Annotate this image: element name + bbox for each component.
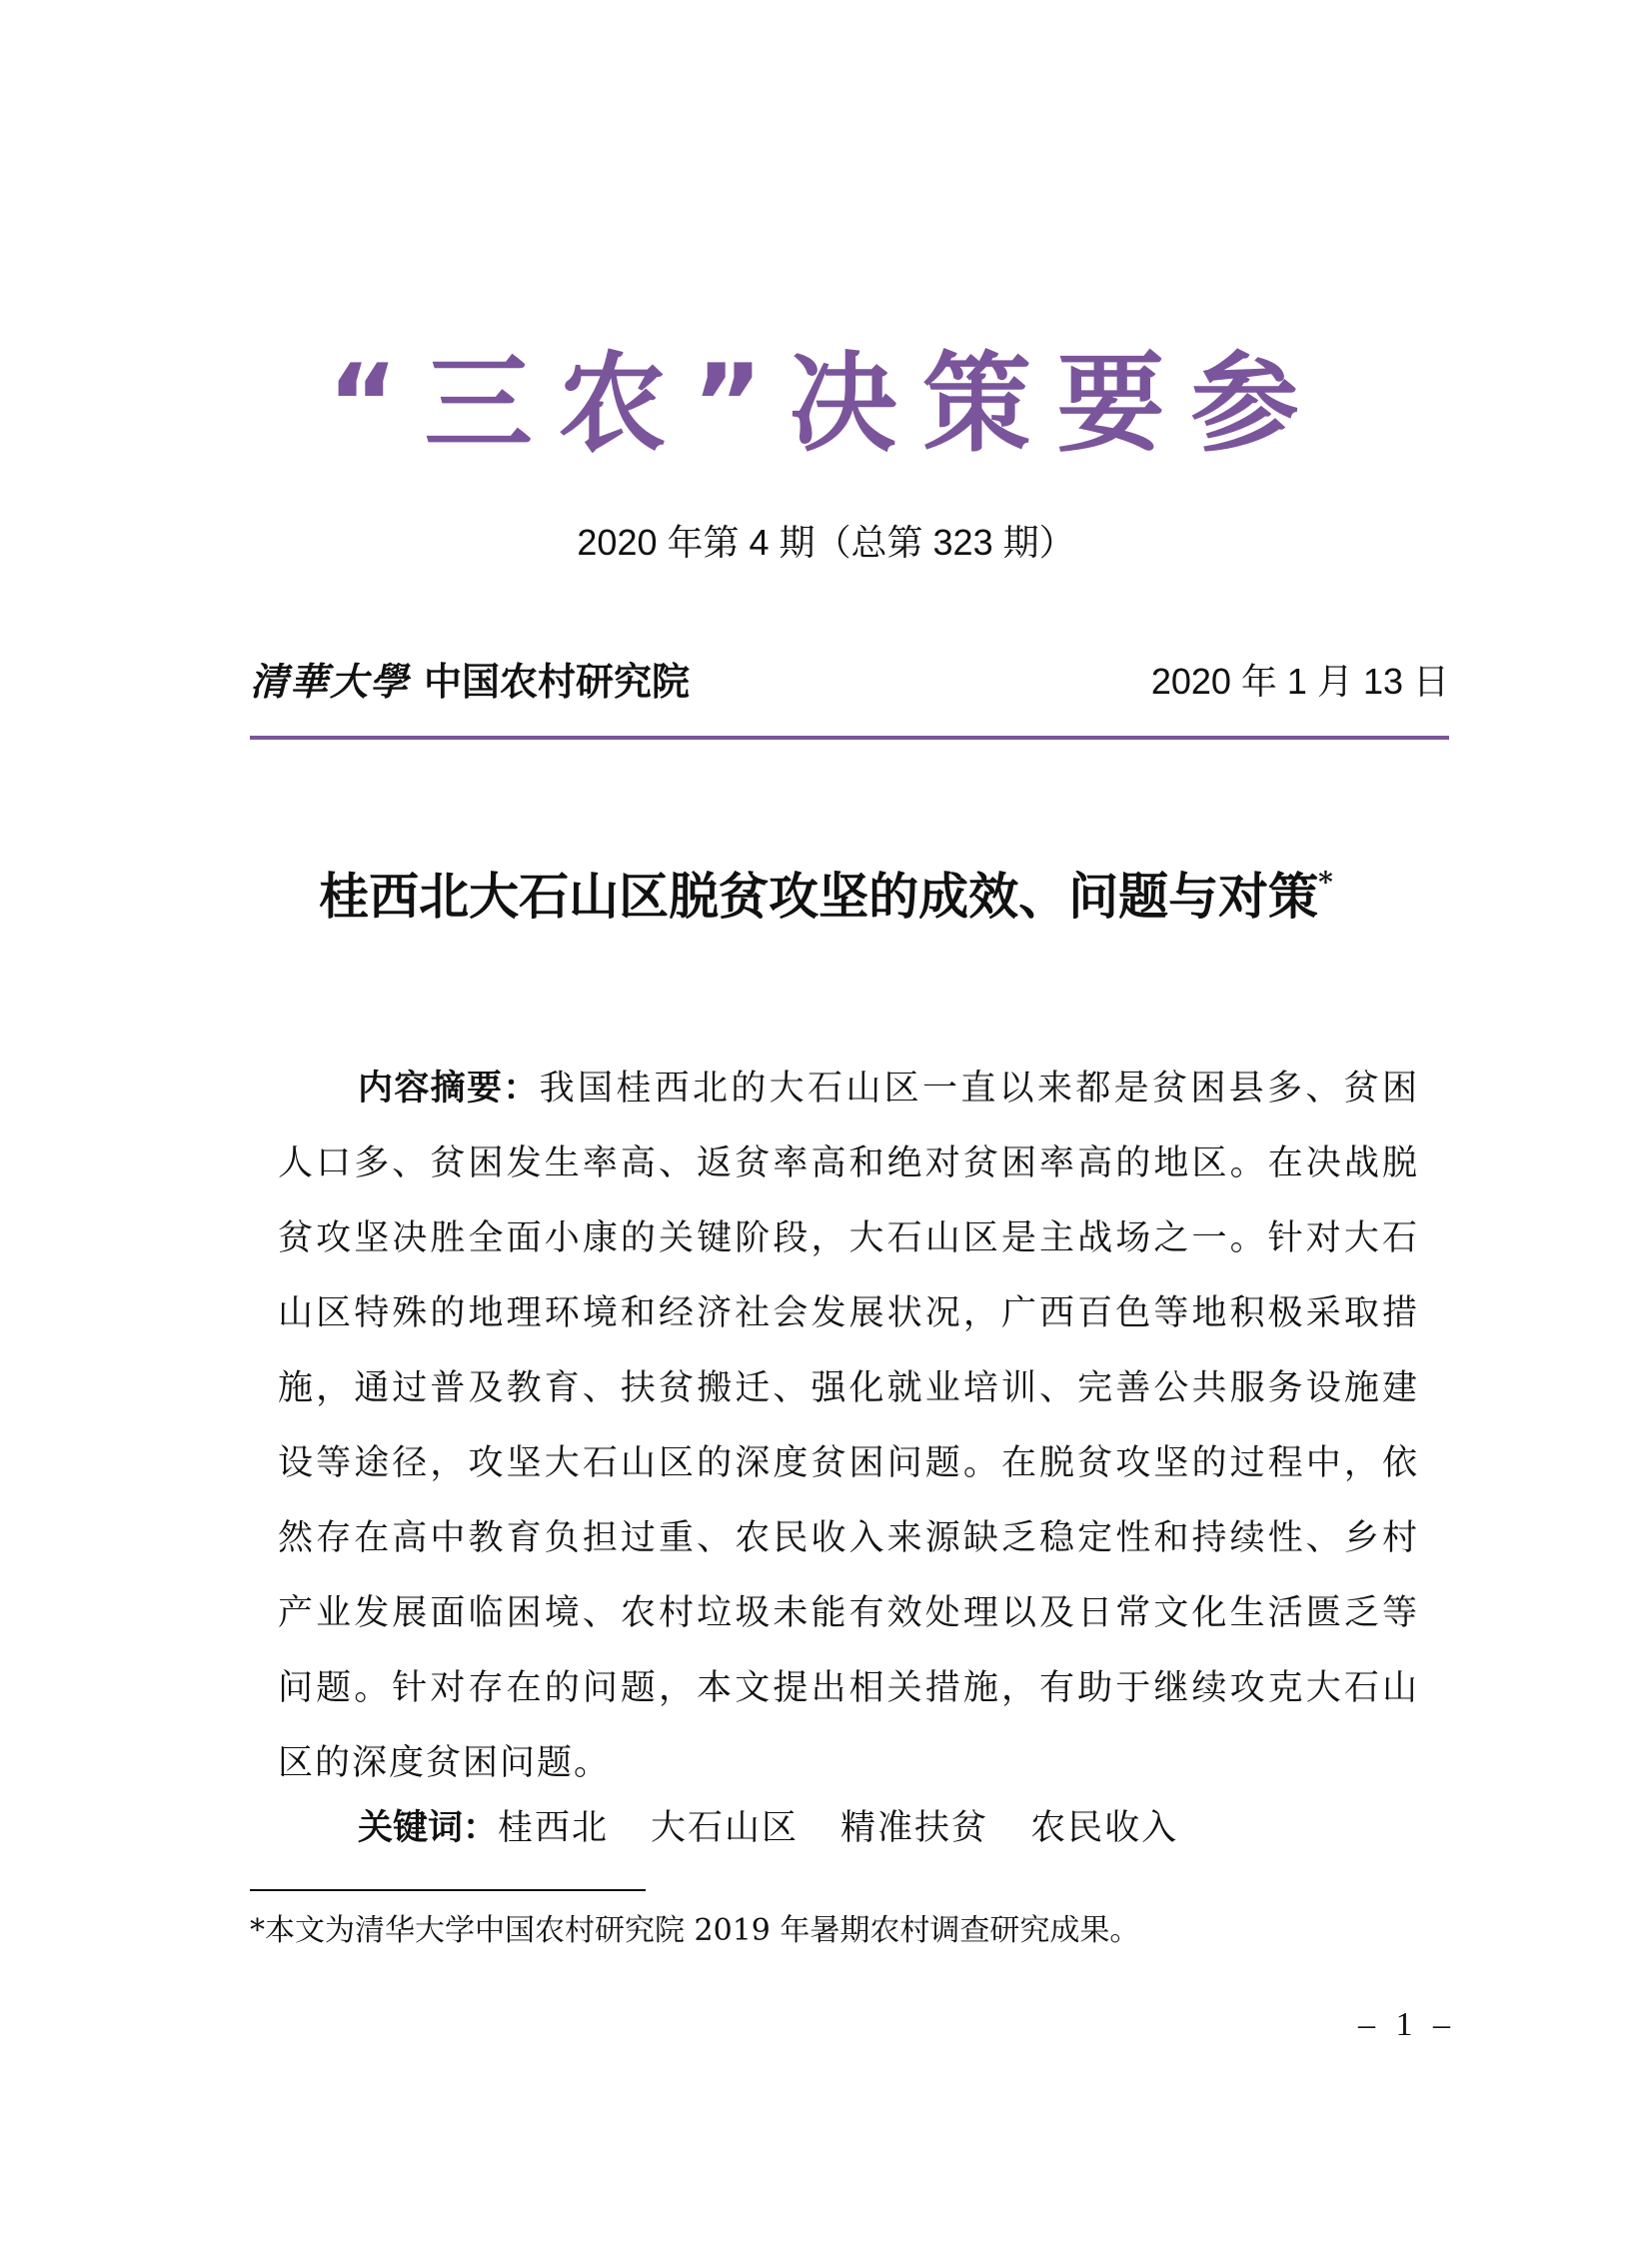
publisher-row [250, 654, 1449, 710]
keyword-item: 大石山区 [651, 1808, 800, 1848]
abstract-text: 我国桂西北的大石山区一直以来都是贫困县多、贫困人口多、贫困发生率高、返贫率高和绝对贫困率高的地区。在决战脱贫攻坚决胜全面小康的关键阶段，大石山区是主战场之一。针对大石山区特殊的地理环境和经济社会发展状况，广西百色等地积极采取措施，通过普及教育、扶贫搬迁、强化就业培训、完善公共服务设施建设等途径，攻坚大石山区的深度贫困问题。在脱贫攻坚的过程中，依然存在高中教育负担过重、农民收入来源缺乏稳定性和持续性、乡村产业发展面临困境、农村垃圾未能有效处理以及日常文化生活匮乏等问题。针对存在的问题，本文提出相关措施，有助于继续攻克大石山区的深度贫困问题。 [278, 1069, 1419, 1783]
issue-number: 2020 年第 4 期（总第 323 期） [577, 522, 1075, 563]
abstract-label: 内容摘要： [358, 1069, 540, 1109]
keyword-item: 桂西北 [498, 1808, 610, 1848]
institute-name: 中国农村研究院 [424, 659, 691, 704]
footnote-marker: * [1318, 866, 1333, 899]
footnote-text: *本文为清华大学中国农村研究院 2019 年暑期农村调查研究成果。 [250, 1913, 1140, 1948]
header-divider [250, 736, 1449, 740]
abstract-paragraph [278, 1052, 1419, 1801]
publication-date: 2020 年 1 月 13 日 [1150, 661, 1449, 702]
keywords-line [358, 1791, 1419, 1866]
article-title [0, 862, 1652, 932]
article-title-text: 桂西北大石山区脱贫攻坚的成效、问题与对策 [319, 867, 1319, 926]
page-number: – 1 – [1358, 2006, 1456, 2043]
masthead-title: “三农”决策要参 [327, 342, 1325, 467]
footnote-divider [250, 1889, 646, 1891]
keyword-item: 精准扶贫 [840, 1808, 989, 1848]
university-logotype: 清華大學 [250, 659, 411, 704]
keyword-item: 农民收入 [1030, 1808, 1179, 1848]
keywords-label: 关键词： [358, 1808, 499, 1848]
publisher-name [250, 654, 690, 710]
